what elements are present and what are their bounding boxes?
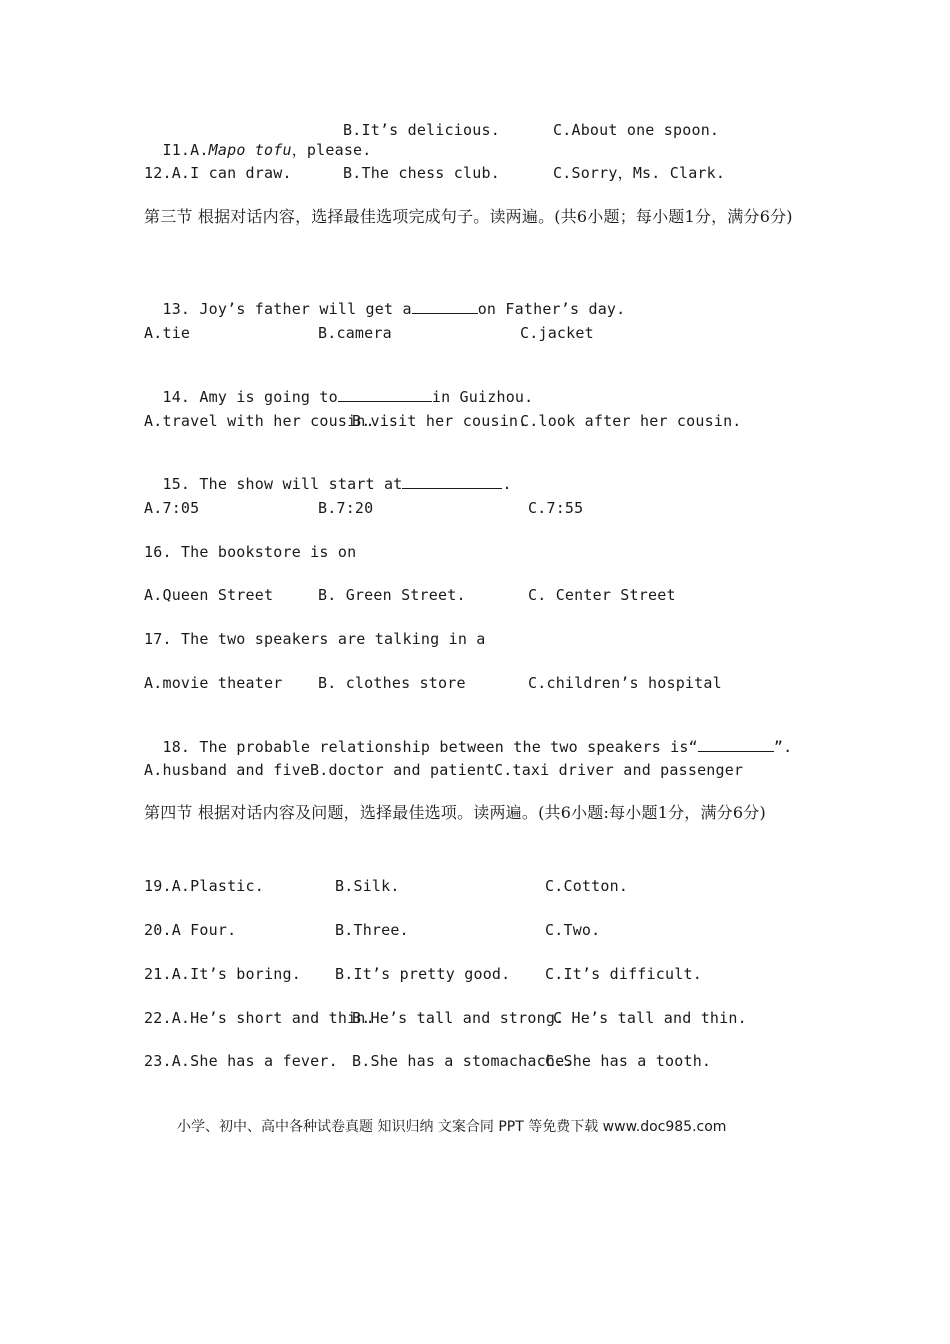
q11-option-a-label: I1.A. bbox=[162, 141, 209, 159]
q15-option-c: C.7:55 bbox=[528, 499, 584, 517]
q18-stem-end: ”. bbox=[773, 738, 793, 756]
q12-option-a: 12.A.I can draw. bbox=[144, 164, 292, 182]
q12-option-b: B.The chess club. bbox=[343, 164, 500, 182]
q13-blank bbox=[412, 299, 478, 314]
q14-option-b: B.visit her cousin. bbox=[352, 412, 528, 430]
q18-stem-start: 18. The probable relationship between the two speakers is“ bbox=[162, 738, 698, 756]
q16-option-c: C. Center Street bbox=[528, 586, 676, 604]
q18-option-a: A.husband and five bbox=[144, 761, 311, 779]
q22-option-c: C He’s tall and thin. bbox=[553, 1009, 747, 1027]
q16-option-b: B. Green Street. bbox=[318, 586, 466, 604]
q14-blank bbox=[338, 387, 432, 402]
q20-option-b: B.Three. bbox=[335, 921, 409, 939]
q22-option-a: 22.A.He’s short and thin. bbox=[144, 1009, 375, 1027]
q13-stem-start: 13. Joy’s father will get a bbox=[162, 300, 412, 318]
q23-option-a: 23.A.She has a fever. bbox=[144, 1052, 338, 1070]
q11-option-a-italic: Mapo tofu bbox=[208, 141, 292, 159]
q19-option-b: B.Silk. bbox=[335, 877, 400, 895]
question-14-stem bbox=[144, 367, 533, 407]
section-4-heading: 第四节 根据对话内容及问题，选择最佳选项。读两遍。(共6小题:每小题1分，满分6分) bbox=[144, 803, 766, 822]
q18-blank bbox=[698, 737, 774, 752]
q15-option-a: A.7:05 bbox=[144, 499, 200, 517]
footer-text: 小学、初中、高中各种试卷真题 知识归纳 文案合同 PPT 等免费下载 www.doc985.com bbox=[177, 1119, 727, 1135]
q15-stem-start: 15. The show will start at bbox=[162, 475, 403, 493]
question-15-stem bbox=[144, 454, 512, 494]
q17-option-a: A.movie theater bbox=[144, 674, 283, 692]
question-13-stem bbox=[144, 279, 625, 319]
q19-option-c: C.Cotton. bbox=[545, 877, 629, 895]
q21-option-b: B.It’s pretty good. bbox=[335, 965, 511, 983]
q15-stem-end: . bbox=[502, 475, 512, 493]
q11-option-c: C.About one spoon. bbox=[553, 121, 720, 139]
q11-option-b: B.It’s delicious. bbox=[343, 121, 500, 139]
q14-stem-end: in Guizhou. bbox=[431, 388, 534, 406]
q13-option-a: A.tie bbox=[144, 324, 191, 342]
q23-option-c: C.She has a tooth. bbox=[545, 1052, 712, 1070]
q17-option-b: B. clothes store bbox=[318, 674, 466, 692]
question-17-stem: 17. The two speakers are talking in a bbox=[144, 630, 486, 648]
q13-stem-end: on Father’s day. bbox=[477, 300, 626, 318]
q14-option-c: C.look after her cousin. bbox=[520, 412, 742, 430]
q20-option-c: C.Two. bbox=[545, 921, 601, 939]
q22-option-b: B.He’s tall and strong. bbox=[352, 1009, 565, 1027]
q18-option-c: C.taxi driver and passenger bbox=[494, 761, 744, 779]
q19-option-a: 19.A.Plastic. bbox=[144, 877, 264, 895]
q13-option-c: C.jacket bbox=[520, 324, 594, 342]
q17-option-c: C.children’s hospital bbox=[528, 674, 722, 692]
question-11-options bbox=[144, 120, 372, 160]
q11-option-a-rest: ，please. bbox=[291, 141, 372, 159]
q18-option-b: B.doctor and patient bbox=[310, 761, 495, 779]
q13-option-b: B.camera bbox=[318, 324, 392, 342]
q15-blank bbox=[402, 474, 502, 489]
q15-option-b: B.7:20 bbox=[318, 499, 374, 517]
q14-option-a: A.travel with her cousin. bbox=[144, 412, 375, 430]
q20-option-a: 20.A Four. bbox=[144, 921, 237, 939]
q14-stem-start: 14. Amy is going to bbox=[162, 388, 338, 406]
question-16-stem: 16. The bookstore is on bbox=[144, 543, 357, 561]
q21-option-a: 21.A.It’s boring. bbox=[144, 965, 301, 983]
question-18-stem bbox=[144, 717, 792, 757]
q23-option-b: B.She has a stomachache. bbox=[352, 1052, 574, 1070]
q12-option-c: C.Sorry，Ms. Clark. bbox=[553, 164, 726, 182]
section-3-heading: 第三节 根据对话内容，选择最佳选项完成句子。读两遍。(共6小题；每小题1分，满分6分) bbox=[144, 207, 793, 226]
q21-option-c: C.It’s difficult. bbox=[545, 965, 702, 983]
q16-option-a: A.Queen Street bbox=[144, 586, 274, 604]
